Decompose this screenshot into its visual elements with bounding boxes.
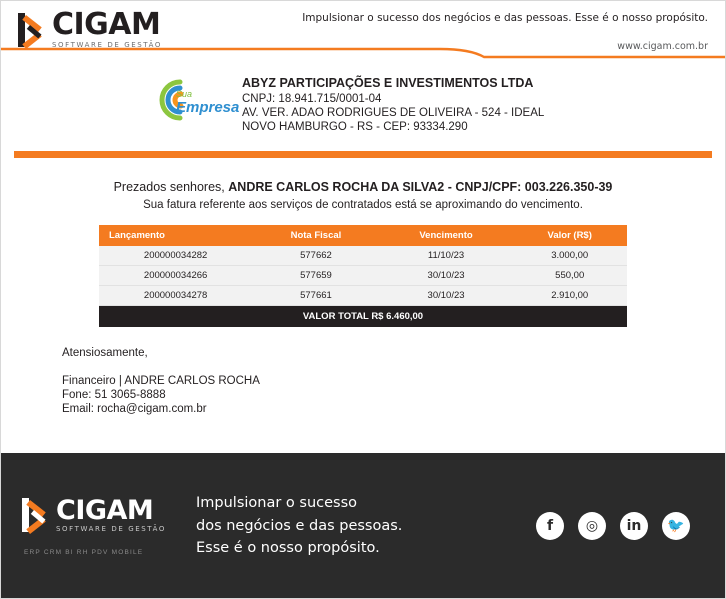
closing-block: [40, 327, 686, 415]
column-header-vencimento: Vencimento: [380, 225, 513, 246]
orange-divider: [14, 151, 712, 158]
column-header-lancamento: Lançamento: [99, 225, 252, 246]
table-header-row: [99, 225, 627, 246]
cell-lancamento: 200000034278: [99, 286, 252, 306]
footer-brand-subtitle: SOFTWARE DE GESTÃO: [56, 524, 167, 533]
table-row: [99, 286, 627, 306]
message-body: [0, 158, 726, 415]
document-footer: [0, 453, 726, 599]
cell-vencimento: 30/10/23: [380, 286, 513, 306]
cell-lancamento: 200000034266: [99, 266, 252, 286]
total-label: VALOR TOTAL R$ 6.460,00: [99, 306, 627, 328]
sua-empresa-bottom-text: Empresa: [176, 99, 240, 116]
sua-empresa-logo-icon: [150, 74, 240, 126]
greeting-prefix: Prezados senhores,: [113, 180, 225, 194]
table-row: [99, 266, 627, 286]
closing-signer: Financeiro | ANDRE CARLOS ROCHA: [62, 375, 260, 387]
table-total-row: [99, 306, 627, 328]
document-header: [0, 0, 726, 58]
footer-cigam-logo: [22, 494, 170, 533]
cell-valor: 2.910,00: [512, 286, 627, 306]
instagram-icon[interactable]: ◎: [578, 512, 606, 540]
closing-phone: Fone: 51 3065-8888: [62, 389, 166, 401]
twitter-icon[interactable]: 🐦: [662, 512, 690, 540]
column-header-nota-fiscal: Nota Fiscal: [252, 225, 379, 246]
cell-nota-fiscal: 577662: [252, 246, 379, 266]
brand-name: CIGAM: [52, 7, 161, 42]
footer-products-list: ERP CRM BI RH PDV MOBILE: [24, 548, 144, 556]
linkedin-icon[interactable]: in: [620, 512, 648, 540]
message-subtitle: Sua fatura referente aos serviços de contratados está se aproximando do vencimento.: [143, 199, 583, 211]
closing-email[interactable]: Email: rocha@cigam.com.br: [62, 403, 207, 415]
header-tagline: Impulsionar o sucesso dos negócios e das pessoas. Esse é o nosso propósito.: [302, 12, 708, 24]
company-block: [0, 58, 726, 143]
table-row: [99, 246, 627, 266]
footer-tagline-line3: Esse é o nosso propósito.: [196, 540, 380, 557]
sua-empresa-top-text: Sua: [176, 89, 193, 99]
footer-logo-block: [22, 494, 170, 556]
greeting-line: [40, 180, 686, 194]
footer-tagline: [196, 492, 402, 559]
column-header-valor: Valor (R$): [512, 225, 627, 246]
cell-vencimento: 30/10/23: [380, 266, 513, 286]
footer-tagline-line1: Impulsionar o sucesso: [196, 495, 358, 512]
cigam-logo: [0, 0, 162, 49]
cell-nota-fiscal: 577661: [252, 286, 379, 306]
cell-valor: 550,00: [512, 266, 627, 286]
company-cnpj: CNPJ: 18.941.715/0001-04: [242, 93, 382, 105]
header-website[interactable]: www.cigam.com.br: [617, 41, 708, 52]
cell-vencimento: 11/10/23: [380, 246, 513, 266]
footer-brand-name: CIGAM: [56, 494, 154, 526]
header-swoosh-divider: [0, 45, 726, 59]
footer-tagline-line2: dos negócios e das pessoas.: [196, 517, 403, 534]
invoice-table: [99, 225, 627, 327]
company-address: AV. VER. ADAO RODRIGUES DE OLIVEIRA - 524 - IDEAL: [242, 107, 545, 119]
greeting-customer: ANDRE CARLOS ROCHA DA SILVA2 - CNPJ/CPF: 003.226.350-39: [228, 180, 613, 194]
cigam-logo-icon: [18, 13, 48, 47]
social-links: [536, 512, 704, 540]
closing-salutation: Atensiosamente,: [62, 347, 148, 359]
company-city: NOVO HAMBURGO - RS - CEP: 93334.290: [242, 121, 468, 133]
facebook-icon[interactable]: f: [536, 512, 564, 540]
cell-nota-fiscal: 577659: [252, 266, 379, 286]
brand-subtitle: SOFTWARE DE GESTÃO: [52, 41, 163, 49]
cell-lancamento: 200000034282: [99, 246, 252, 266]
footer-cigam-logo-icon: [22, 498, 52, 532]
company-name: ABYZ PARTICIPAÇÕES E INVESTIMENTOS LTDA: [242, 76, 534, 90]
cell-valor: 3.000,00: [512, 246, 627, 266]
